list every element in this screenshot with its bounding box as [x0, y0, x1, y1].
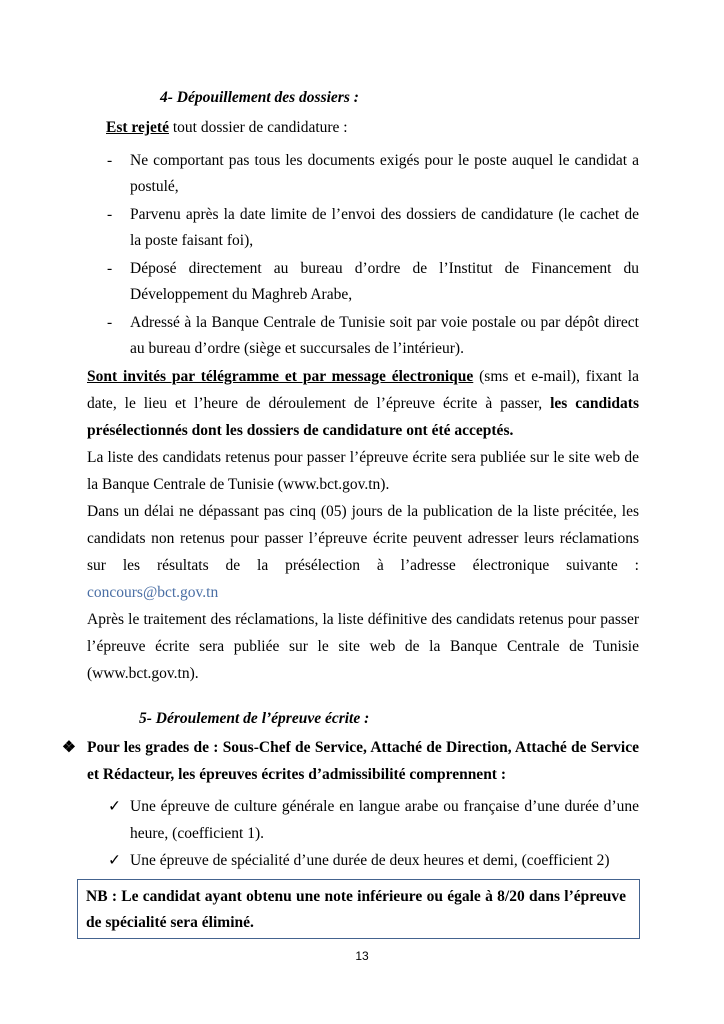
epreuve-1-line-2: heure, (coefficient 1). — [130, 825, 264, 842]
diamond-bullet-icon: ❖ — [62, 739, 76, 756]
email-link[interactable]: concours@bct.gov.tn — [87, 584, 219, 601]
section-4-heading: 4- Dépouillement des dossiers : — [160, 89, 359, 106]
invite-bold: Sont invités par télégramme et par message électronique — [87, 368, 474, 385]
invite-l2-bold: les candidats — [550, 395, 639, 412]
invite-l2-normal: date, le lieu et l’heure de déroulement de l’épreuve écrite à passer, — [87, 395, 551, 412]
check-icon: ✓ — [108, 798, 121, 815]
apres-line-2: l’épreuve écrite sera publiée sur le site web de la Banque Centrale de Tunisie — [87, 638, 639, 655]
grades-line-2: et Rédacteur, les épreuves écrites d’admissibilité comprennent : — [87, 766, 507, 783]
page-number: 13 — [355, 949, 369, 963]
nb-box — [77, 879, 640, 939]
list-item: Déposé directement au bureau d’ordre de l’Institut de Financement du — [130, 260, 639, 277]
list-dash: - — [107, 260, 113, 277]
delai-line-2: candidats non retenus pour passer l’épreuve écrite peuvent adresser leurs réclamations — [87, 530, 639, 547]
list-dash: - — [107, 206, 113, 223]
list-item-cont: postulé, — [130, 178, 179, 195]
apres-line-1: Après le traitement des réclamations, la liste définitive des candidats retenus pour passer — [87, 611, 639, 628]
rejet-label: Est rejeté — [106, 119, 169, 136]
nb-line-1: NB : Le candidat ayant obtenu une note inférieure ou égale à 8/20 dans l’épreuve — [86, 888, 626, 905]
apres-line-3: (www.bct.gov.tn). — [87, 665, 199, 682]
invite-line-1 — [87, 367, 639, 387]
list-dash: - — [107, 314, 113, 331]
delai-line-1: Dans un délai ne dépassant pas cinq (05) jours de la publication de la liste précitée, les — [87, 503, 639, 520]
check-icon: ✓ — [108, 852, 121, 869]
rejet-intro — [106, 118, 348, 138]
nb-line-2: de spécialité sera éliminé. — [86, 914, 254, 931]
list-item: Adressé à la Banque Centrale de Tunisie soit par voie postale ou par dépôt direct — [130, 314, 639, 331]
list-item-cont: Développement du Maghreb Arabe, — [130, 286, 353, 303]
list-item-cont: au bureau d’ordre (siège et succursales de l’intérieur). — [130, 340, 464, 357]
list-item: Parvenu après la date limite de l’envoi des dossiers de candidature (le cachet de — [130, 206, 639, 223]
list-dash: - — [107, 152, 113, 169]
rejet-text: tout dossier de candidature : — [168, 119, 348, 136]
invite-line-3: présélectionnés dont les dossiers de candidature ont été acceptés. — [87, 422, 514, 439]
epreuve-2: Une épreuve de spécialité d’une durée de deux heures et demi, (coefficient 2) — [130, 852, 610, 869]
liste-line-1: La liste des candidats retenus pour passer l’épreuve écrite sera publiée sur le site web de — [87, 449, 639, 466]
list-item: Ne comportant pas tous les documents exigés pour le poste auquel le candidat a — [130, 152, 639, 169]
invite-rest: (sms et e-mail), fixant la — [473, 368, 639, 385]
liste-line-2: la Banque Centrale de Tunisie (www.bct.gov.tn). — [87, 476, 390, 493]
delai-line-3: sur les résultats de la présélection à l’adresse électronique suivante : — [87, 557, 639, 574]
grades-line-1: Pour les grades de : Sous-Chef de Service, Attaché de Direction, Attaché de Service — [87, 739, 639, 756]
invite-line-2 — [87, 394, 639, 414]
epreuve-1-line-1: Une épreuve de culture générale en langue arabe ou française d’une durée d’une — [130, 798, 639, 815]
list-item-cont: la poste faisant foi), — [130, 232, 254, 249]
section-5-heading: 5- Déroulement de l’épreuve écrite : — [139, 710, 370, 727]
